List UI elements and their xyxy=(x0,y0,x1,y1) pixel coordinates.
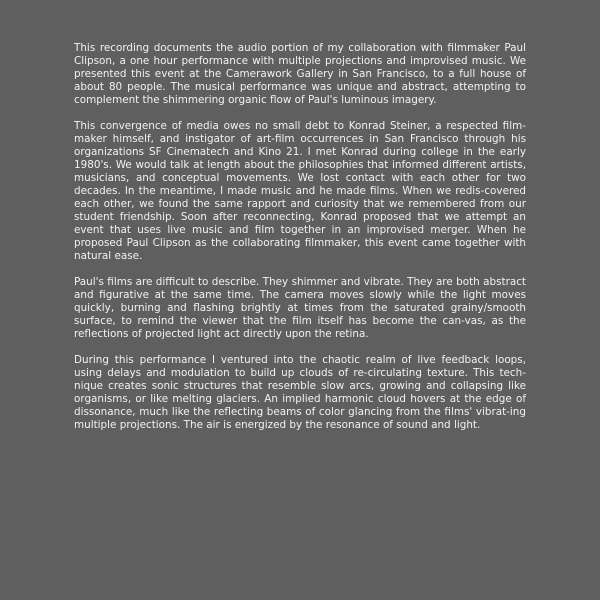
paragraph-pauls-films: Paul's films are difficult to describe. They shimmer and vibrate. They are both abstract and figurative at the same time. The camera moves slowly while the light moves quickly, burning and flashing brightly at times from the saturated grainy/smooth surface, to remind the viewer that the film itself has become the can-vas, as the reflections of projected light act directly upon the retina. xyxy=(74,276,526,340)
paragraph-konrad-steiner: This convergence of media owes no small debt to Konrad Steiner, a respected film-maker himself, and instigator of art-film occurrences in San Francisco through his organizations SF Cinematech and Kino 21. I met Konrad during college in the early 1980's. We would talk at length about the philosophies that informed different artists, musicians, and conceptual movements. We lost contact with each other for two decades. In the meantime, I made music and he made films. When we redis-covered each other, we found the same rapport and curiosity that we remembered from our student friendship. Soon after reconnecting, Konrad proposed that we attempt an event that uses live music and film together in an improvised merger. When he proposed Paul Clipson as the collaborating filmmaker, this event came together with natural ease. xyxy=(74,120,526,262)
paragraph-collaboration: This recording documents the audio portion of my collaboration with filmmaker Paul Clipson, a one hour performance with multiple projections and improvised music. We presented this event at the Camerawork Gallery in San Francisco, to a full house of about 80 people. The musical performance was unique and abstract, attempting to complement the shimmering organic flow of Paul's luminous imagery. xyxy=(74,42,526,106)
paragraph-performance: During this performance I ventured into the chaotic realm of live feedback loops, using delays and modulation to build up clouds of re-circulating texture. This tech-nique creates sonic structures that resemble slow arcs, growing and collapsing like organisms, or like melting glaciers. An implied harmonic cloud hovers at the edge of dissonance, much like the reflecting beams of color glancing from the films' vibrat-ing multiple projections. The air is energized by the resonance of sound and light. xyxy=(74,354,526,431)
liner-notes-text xyxy=(74,42,526,445)
